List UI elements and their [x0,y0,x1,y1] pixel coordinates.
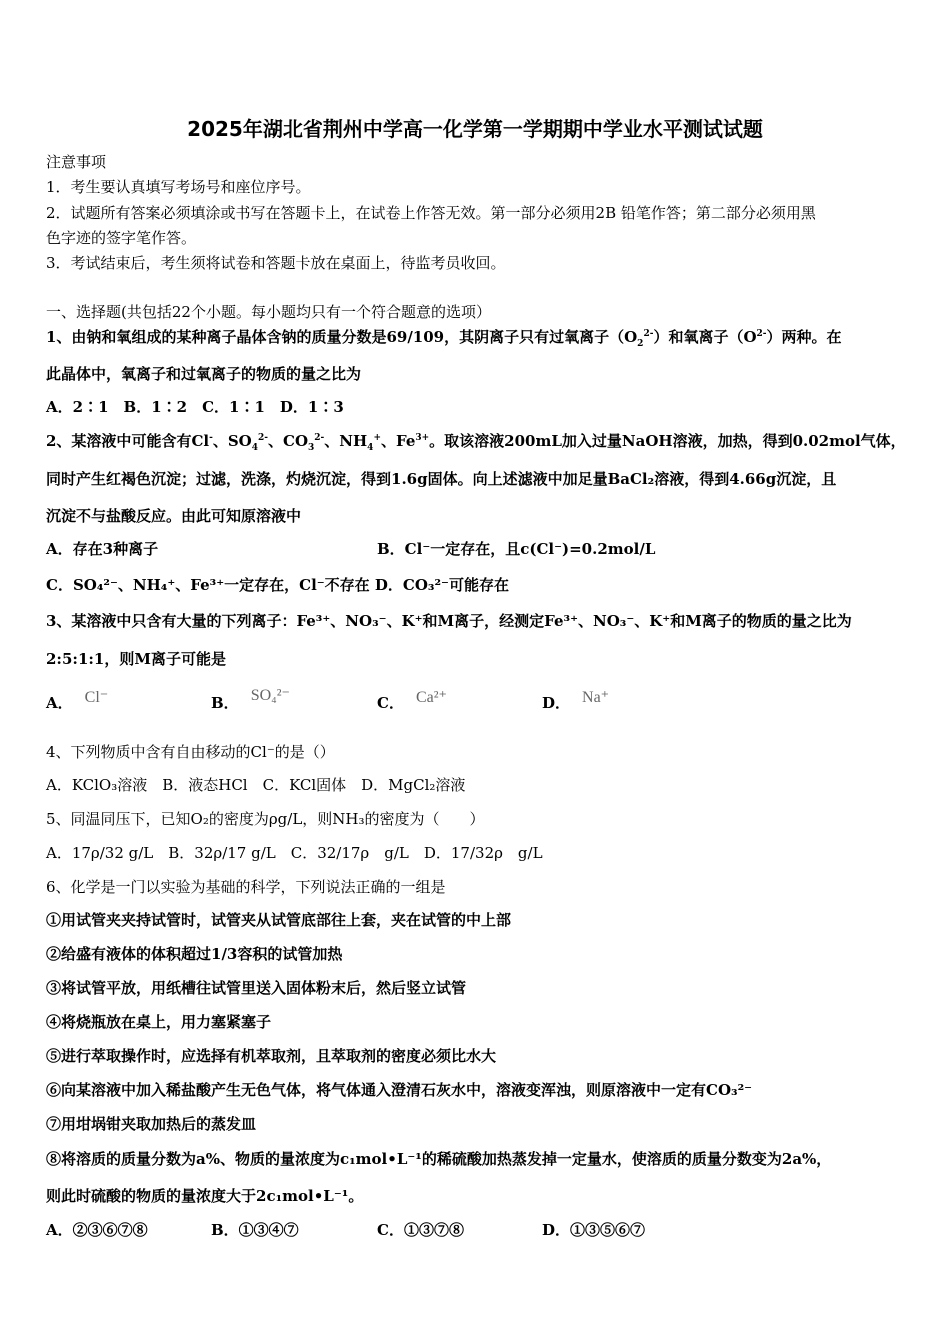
notice-heading: 注意事项 [46,153,107,171]
q6-statement-4: ④将烧瓶放在桌上，用力塞紧塞子 [46,1013,272,1031]
q6-statement-2: ②给盛有液体的体积超过1/3容积的试管加热 [46,945,343,963]
q6-stem: 6、化学是一门以实验为基础的科学，下列说法正确的一组是 [46,878,446,896]
q4-stem: 4、下列物质中含有自由移动的Cl⁻的是（） [46,743,335,761]
q5-options: A．17ρ/32 g/L B．32ρ/17 g/L C．32/17ρ g/L D．17/32ρ g/L [46,844,543,862]
notice-item-3: 3．考试结束后，考生须将试卷和答题卡放在桌面上，待监考员收回。 [46,254,506,272]
q2-stem-line3: 沉淀不与盐酸反应。由此可知原溶液中 [46,507,302,525]
q3-stem-line2: 2:5:1:1，则M离子可能是 [46,650,226,668]
q2-option-b: B．Cl⁻一定存在，且c(Cl⁻)=0.2mol/L [377,540,656,558]
q3-stem-line1: 3、某溶液中只含有大量的下列离子：Fe³⁺、NO₃⁻、K⁺和M离子，经测定Fe³⁺、NO₃⁻、K⁺和M离子的物质的量之比为 [46,612,852,630]
notice-item-1: 1．考生要认真填写考场号和座位序号。 [46,178,311,196]
q3-option-b: B． SO₄²⁻ [211,687,290,712]
q1-options: A．2∶1 B．1∶2 C．1∶1 D．1∶3 [46,398,344,416]
q6-option-d: D．①③⑤⑥⑦ [542,1221,646,1239]
q1-stem-line1: 1、由钠和氧组成的某种离子晶体含钠的质量分数是69/109，其阴离子只有过氧离子$(O_2^{2-})$和氧离子$(O^{2-})$两种。在 [46,328,842,349]
exam-title: 2025年湖北省荆州中学高一化学第一学期期中学业水平测试试题 [187,117,763,141]
q2-option-c-d: C．SO₄²⁻、NH₄⁺、Fe³⁺一定存在，Cl⁻不存在 D．CO₃²⁻可能存在 [46,576,509,594]
notice-item-2-cont: 色字迹的签字笔作答。 [46,229,197,247]
q6-option-b: B．①③④⑦ [211,1221,299,1239]
q6-statement-3: ③将试管平放，用纸槽往试管里送入固体粉末后，然后竖立试管 [46,979,467,997]
q1-stem-line2: 此晶体中，氧离子和过氧离子的物质的量之比为 [46,365,362,383]
q3-option-a: A． Cl⁻ [46,689,109,712]
section-heading: 一、选择题(共包括22个小题。每小题均只有一个符合题意的选项） [46,303,491,321]
q3-option-c: C． Ca²⁺ [377,689,447,712]
q6-statement-8-line2: 则此时硫酸的物质的量浓度大于2c₁mol•L⁻¹。 [46,1187,364,1205]
q5-stem: 5、同温同压下，已知O₂的密度为ρg/L，则NH₃的密度为（ ） [46,810,485,828]
q6-option-a: A．②③⑥⑦⑧ [46,1221,148,1239]
q3-option-d: D． Na⁺ [542,689,610,712]
q2-option-a: A．存在3种离子 [46,540,159,558]
q6-option-c: C．①③⑦⑧ [377,1221,464,1239]
q6-statement-6: ⑥向某溶液中加入稀盐酸产生无色气体，将气体通入澄清石灰水中，溶液变浑浊，则原溶液中一定有CO₃²⁻ [46,1081,753,1099]
notice-item-2: 2．试题所有答案必须填涂或书写在答题卡上，在试卷上作答无效。第一部分必须用2B 铅笔作答；第二部分必须用黑 [46,204,816,222]
q6-statement-5: ⑤进行萃取操作时，应选择有机萃取剂，且萃取剂的密度必须比水大 [46,1047,497,1065]
q6-statement-8-line1: ⑧将溶质的质量分数为a%、物质的量浓度为c₁mol•L⁻¹的稀硫酸加热蒸发掉一定量水，使溶质的质量分数变为2a%， [46,1150,832,1168]
q2-stem-line2: 同时产生红褐色沉淀；过滤，洗涤，灼烧沉淀，得到1.6g固体。向上述滤液中加足量BaCl₂溶液，得到4.66g沉淀，且 [46,470,837,488]
q6-statement-7: ⑦用坩埚钳夹取加热后的蒸发皿 [46,1115,257,1133]
q2-stem-line1: 2、某溶液中可能含有Cl-、$SO_4^{2-}$、$CO_3^{2-}$、$NH_4^+$、$Fe^{3+}$。取该溶液200mL加入过量NaOH溶液，加热，得到0.02mol气体， [46,432,906,453]
q4-options: A．KClO₃溶液 B．液态HCl C．KCl固体 D．MgCl₂溶液 [46,776,466,794]
q6-statement-1: ①用试管夹夹持试管时，试管夹从试管底部往上套，夹在试管的中上部 [46,911,512,929]
